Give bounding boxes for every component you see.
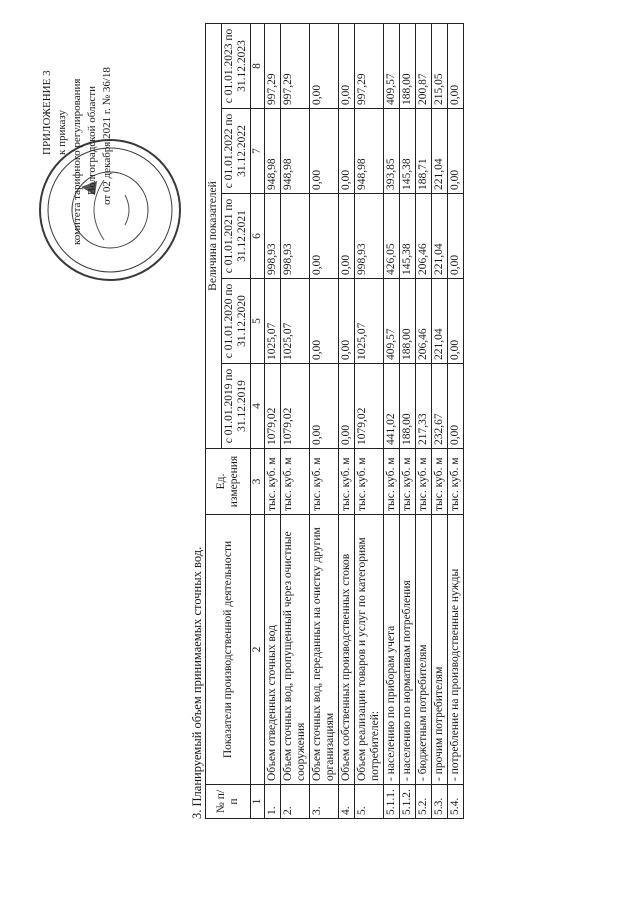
row-value: 1025,07 (265, 279, 281, 364)
row-unit: тыс. куб. м (339, 449, 355, 515)
row-value: 188,00 (400, 24, 416, 109)
row-value: 215,05 (432, 24, 448, 109)
row-number: 5.2. (416, 785, 432, 819)
approval-stamp-text (40, 25, 115, 305)
row-number: 5.1.2. (400, 785, 416, 819)
row-number: 5. (355, 785, 384, 819)
stamp-line: Волгоградской области (86, 86, 98, 195)
header-unit: Ед. измерения (206, 449, 251, 515)
row-value: 0,00 (310, 364, 339, 449)
row-value: 0,00 (448, 194, 464, 279)
stamp-line: ПРИЛОЖЕНИЕ 3 (41, 70, 53, 155)
row-value: 0,00 (448, 279, 464, 364)
header-period: с 01.01.2023 по 31.12.2023 (222, 24, 251, 109)
row-unit: тыс. куб. м (384, 449, 400, 515)
row-indicator: - населению по приборам учета (384, 515, 400, 785)
row-value: 0,00 (310, 24, 339, 109)
row-number: 1. (265, 785, 281, 819)
row-value: 217,33 (416, 364, 432, 449)
row-value: 232,67 (432, 364, 448, 449)
table-row (384, 24, 400, 819)
row-value: 188,00 (400, 279, 416, 364)
row-indicator: Объем собственных производственных стоков (339, 515, 355, 785)
row-unit: тыс. куб. м (355, 449, 384, 515)
row-unit: тыс. куб. м (281, 449, 310, 515)
row-value: 948,98 (355, 109, 384, 194)
row-value: 409,57 (384, 24, 400, 109)
column-index-row (251, 24, 265, 819)
column-index: 4 (251, 364, 265, 449)
table-row (432, 24, 448, 819)
row-indicator: Объем сточных вод, переданных на очистку другим организациям (310, 515, 339, 785)
row-value: 0,00 (448, 364, 464, 449)
row-value: 1025,07 (281, 279, 310, 364)
row-value: 221,04 (432, 279, 448, 364)
header-period: с 01.01.2020 по 31.12.2020 (222, 279, 251, 364)
table-row (339, 24, 355, 819)
row-number: 5.3. (432, 785, 448, 819)
row-value: 206,46 (416, 279, 432, 364)
row-value: 0,00 (310, 109, 339, 194)
row-value: 0,00 (339, 194, 355, 279)
stamp-line: к приказу (56, 109, 68, 155)
row-value: 0,00 (339, 364, 355, 449)
row-value: 441,02 (384, 364, 400, 449)
header-period: с 01.01.2021 по 31.12.2021 (222, 194, 251, 279)
row-value: 206,46 (416, 194, 432, 279)
row-value: 426,05 (384, 194, 400, 279)
table-body (265, 24, 464, 819)
column-index: 2 (251, 515, 265, 785)
row-value: 998,93 (265, 194, 281, 279)
row-value: 1025,07 (355, 279, 384, 364)
row-indicator: Объем реализации товаров и услуг по категориям потребителей: (355, 515, 384, 785)
row-unit: тыс. куб. м (265, 449, 281, 515)
row-value: 948,98 (265, 109, 281, 194)
row-indicator: - населению по нормативам потребления (400, 515, 416, 785)
row-value: 0,00 (339, 279, 355, 364)
header-period: с 01.01.2019 по 31.12.2019 (222, 364, 251, 449)
header-indicator: Показатели производственной деятельности (206, 515, 251, 785)
row-unit: тыс. куб. м (416, 449, 432, 515)
row-value: 1079,02 (265, 364, 281, 449)
row-value: 998,93 (355, 194, 384, 279)
column-index: 3 (251, 449, 265, 515)
row-indicator: Объем сточных вод, пропущенный через очистные сооружения (281, 515, 310, 785)
row-number: 4. (339, 785, 355, 819)
header-num: № п/п (206, 785, 251, 819)
column-index: 7 (251, 109, 265, 194)
row-value: 0,00 (310, 279, 339, 364)
row-value: 145,38 (400, 109, 416, 194)
water-volume-table (205, 23, 464, 819)
row-indicator: - бюджетным потребителям (416, 515, 432, 785)
table-row (355, 24, 384, 819)
table-row (448, 24, 464, 819)
stamp-line: от 02 декабря 2021 г. № 36/18 (101, 67, 113, 205)
row-unit: тыс. куб. м (432, 449, 448, 515)
column-index: 1 (251, 785, 265, 819)
row-value: 998,93 (281, 194, 310, 279)
header-period: с 01.01.2022 по 31.12.2022 (222, 109, 251, 194)
row-value: 409,57 (384, 279, 400, 364)
row-unit: тыс. куб. м (310, 449, 339, 515)
row-number: 5.4. (448, 785, 464, 819)
row-value: 221,04 (432, 109, 448, 194)
column-index: 8 (251, 24, 265, 109)
row-number: 5.1.1. (384, 785, 400, 819)
row-value: 1079,02 (355, 364, 384, 449)
row-unit: тыс. куб. м (400, 449, 416, 515)
row-value: 0,00 (339, 24, 355, 109)
row-value: 0,00 (448, 24, 464, 109)
table-caption: 3. Планируемый объем принимаемых сточных вод. (190, 546, 204, 819)
row-value: 997,29 (355, 24, 384, 109)
column-index: 6 (251, 194, 265, 279)
row-value: 0,00 (448, 109, 464, 194)
row-value: 145,38 (400, 194, 416, 279)
row-number: 3. (310, 785, 339, 819)
table-row (400, 24, 416, 819)
table-row (281, 24, 310, 819)
table-row (310, 24, 339, 819)
stamp-line: комитета тарифного регулирования (71, 78, 83, 245)
row-value: 0,00 (339, 109, 355, 194)
row-value: 997,29 (281, 24, 310, 109)
row-indicator: - потребление на производственные нужды (448, 515, 464, 785)
row-value: 948,98 (281, 109, 310, 194)
row-indicator: - прочим потребителям (432, 515, 448, 785)
header-values-group: Величина показателей (206, 24, 222, 449)
row-value: 221,04 (432, 194, 448, 279)
row-value: 188,71 (416, 109, 432, 194)
column-index: 5 (251, 279, 265, 364)
row-number: 2. (281, 785, 310, 819)
row-unit: тыс. куб. м (448, 449, 464, 515)
row-value: 188,00 (400, 364, 416, 449)
row-value: 200,87 (416, 24, 432, 109)
table-row (416, 24, 432, 819)
row-value: 393,85 (384, 109, 400, 194)
row-indicator: Объем отведенных сточных вод (265, 515, 281, 785)
table-row (265, 24, 281, 819)
row-value: 997,29 (265, 24, 281, 109)
row-value: 0,00 (310, 194, 339, 279)
row-value: 1079,02 (281, 364, 310, 449)
